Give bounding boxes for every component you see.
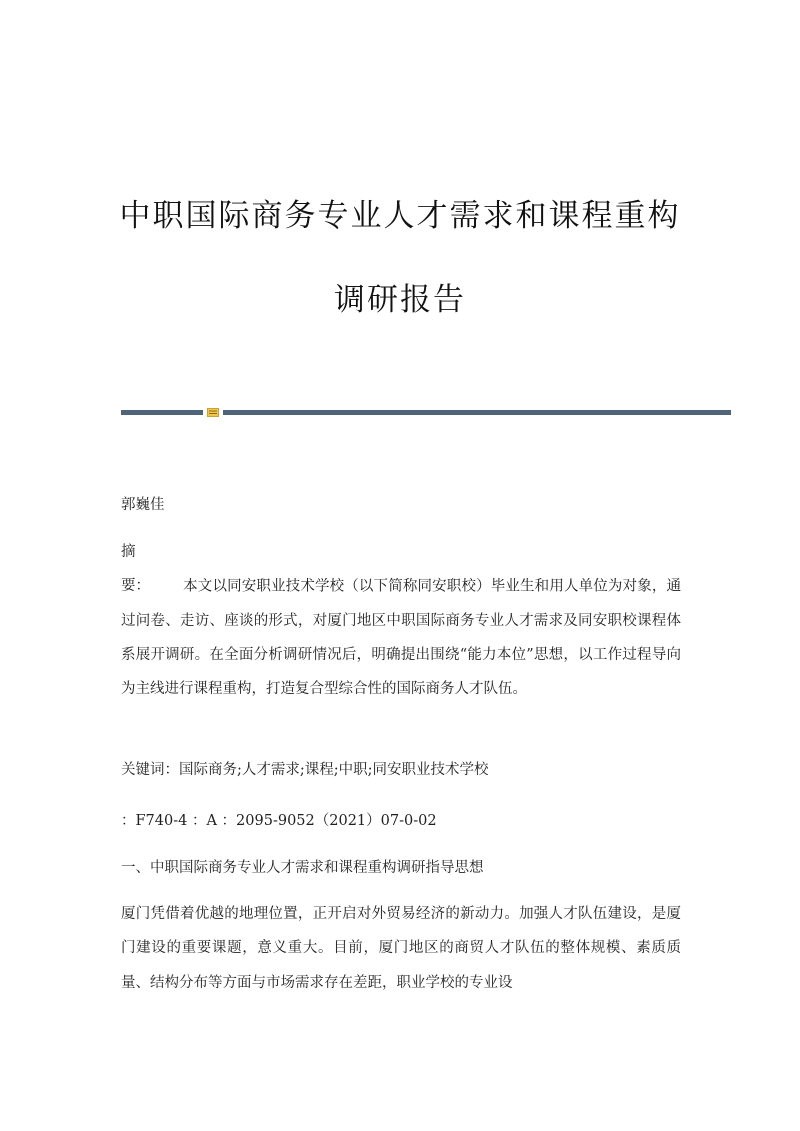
document-title-line-1: 中职国际商务专业人才需求和课程重构 <box>119 198 681 234</box>
divider-bar-left <box>121 410 203 415</box>
author-name: 郭巍佳 <box>121 497 165 513</box>
section-1-paragraph: 厦门凭借着优越的地理位置，正开启对外贸易经济的新动力。加强人才队伍建设，是厦门建设的重要课题，意义重大。目前，厦门地区的商贸人才队伍的整体规模、素质质量、结构分布等方面与市场需求存在差距，职业学校的专业设 <box>121 906 681 991</box>
document-icon <box>207 408 219 417</box>
abstract-text: 本文以同安职业技术学校（以下简称同安职校）毕业生和用人单位为对象，通过问卷、走访、座谈的形式，对厦门地区中职国际商务专业人才需求及同安职校课程体系展开调研。在全面分析调研情况后，明确提出围绕“能力本位”思想，以工作过程导向为主线进行课程重构，打造复合型综合性的国际商务人才队伍。 <box>121 578 681 698</box>
classification-line: ：F740-4 ：A ：2095-9052（2021）07-0-02 <box>121 813 437 829</box>
document-title-line-2: 调研报告 <box>334 282 466 318</box>
abstract-paragraph <box>121 535 681 706</box>
keywords-line: 关键词：国际商务;人才需求;课程;中职;同安职业技术学校 <box>121 762 489 778</box>
abstract-label: 摘 要： <box>121 544 165 595</box>
divider-bar-right <box>223 410 731 415</box>
section-1-heading: 一、中职国际商务专业人才需求和课程重构调研指导思想 <box>121 860 484 876</box>
title-divider <box>121 408 731 416</box>
